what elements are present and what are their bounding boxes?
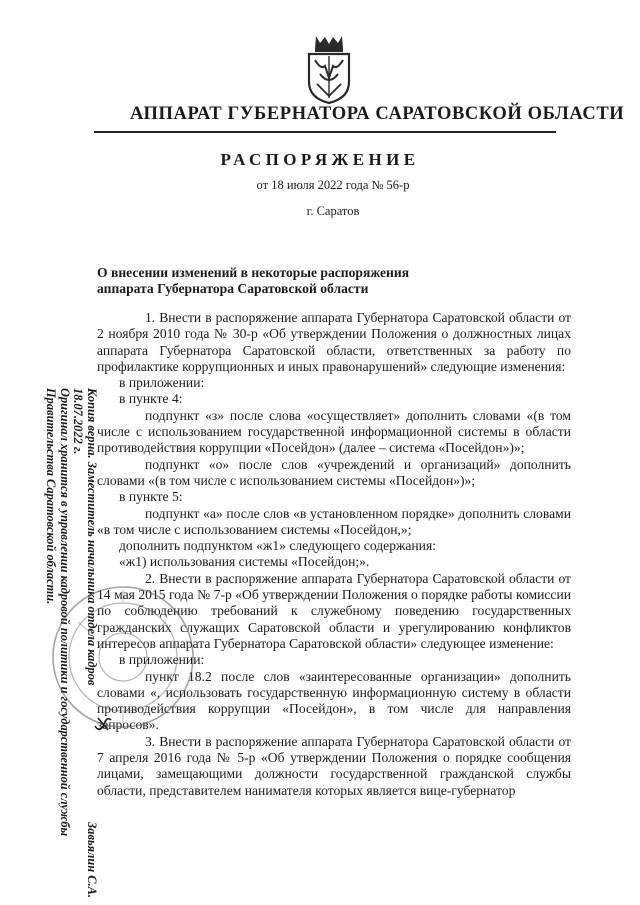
paragraph: дополнить подпунктом «ж1» следующего содержания: <box>119 538 436 554</box>
paragraph: 1. Внести в распоряжение аппарата Губернатора Саратовской области от 2 ноября 2010 года № 30-р «Об утверждении Положения о должностных лицах аппарата Губернатора Саратовской области, ответственных за работу по профилактике коррупционных и иных правонарушений» следующие изменения: <box>97 310 571 374</box>
document-city: г. Саратов <box>306 204 360 218</box>
paragraph: подпункт «о» после слов «учреждений и организаций» дополнить словами «(в том числе с использованием системы «Посейдон»)»; <box>97 456 571 488</box>
certifier-name: Завьялин С.А. <box>85 821 99 898</box>
paragraph: 2. Внести в распоряжение аппарата Губернатора Саратовской области от 14 мая 2015 года № 7-р «Об утверждении Положения о порядке работы комиссии по соблюдению требований к служебному поведению государственных гражданских служащих Саратовской области и урегулированию конфликтов интересов аппарата Губернатора Саратовской области» следующее изменение: <box>97 570 571 651</box>
paragraph: 3. Внести в распоряжение аппарата Губернатора Саратовской области от 7 апреля 2016 года № 5-р «Об утверждении Положения о порядке сообщения лицами, замещающими должности государственной гражданской службы области, представителем нанимателя которых является вице-губернатор <box>97 733 571 798</box>
certification-line: Копия верна. Заместитель начальника отдела кадров <box>85 388 99 686</box>
certification-line: Оригинал хранится в управлении кадровой политики и государственной службы <box>58 388 72 837</box>
certification-line: Правительства Саратовской области. <box>44 388 59 605</box>
organization-name: АППАРАТ ГУБЕРНАТОРА САРАТОВСКОЙ ОБЛАСТИ <box>130 104 625 124</box>
paragraph: в приложении: <box>119 375 205 391</box>
paragraph: в пункте 4: <box>119 391 183 407</box>
saratov-coat-of-arms-icon <box>306 34 352 104</box>
document-title <box>97 265 409 297</box>
handwritten-mark <box>92 712 114 736</box>
header-divider <box>94 131 556 133</box>
paragraph: подпункт «а» после слов «в установленном порядке» дополнить словами «в том числе с использованием системы «Посейдон,»; <box>97 505 571 537</box>
paragraph: подпункт «з» после слова «осуществляет» дополнить словами «(в том числе с использованием государственной информационной системы в области противодействия коррупции «Посейдон» (далее – система «Посейдон»)»; <box>97 407 571 456</box>
paragraph: «ж1) использования системы «Посейдон;». <box>119 554 370 570</box>
title-line: О внесении изменений в некоторые распоряжения <box>97 265 410 280</box>
paragraph: в приложении: <box>119 652 205 668</box>
round-seal-stamp <box>48 582 198 732</box>
certification-date: 18.07.2022 г. <box>71 388 86 455</box>
title-line: аппарата Губернатора Саратовской области <box>97 281 369 296</box>
document-date-number: от 18 июля 2022 года № 56-р <box>256 178 410 192</box>
paragraph: в пункте 5: <box>119 489 183 505</box>
paragraph: пункт 18.2 после слов «заинтересованные организации» дополнить словами «, использовать государственную информационную систему в области противодействия коррупции «Посейдон», в том числе для направления запросов». <box>97 668 571 733</box>
document-type: РАСПОРЯЖЕНИЕ <box>220 150 420 169</box>
